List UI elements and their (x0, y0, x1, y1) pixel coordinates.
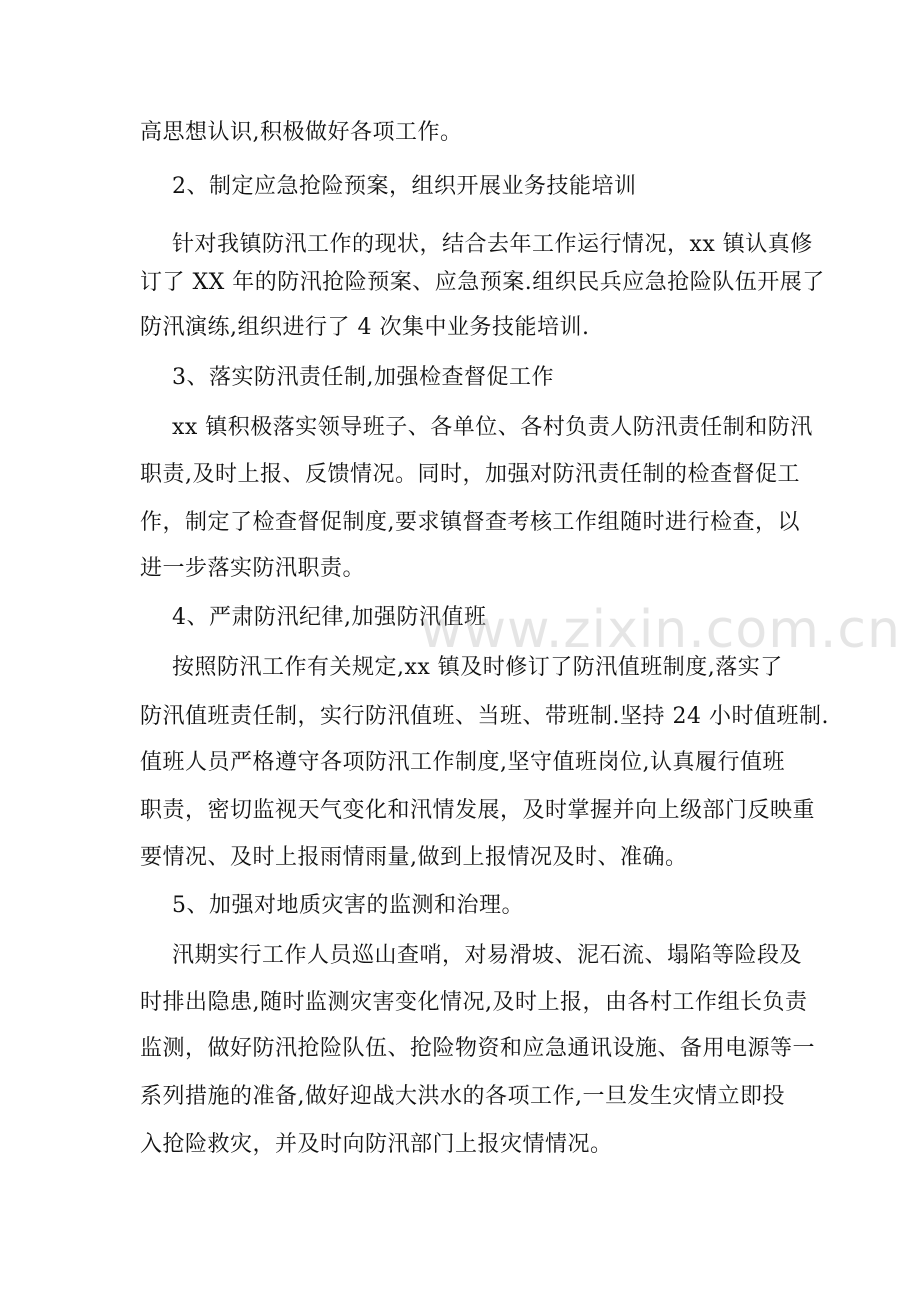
text-line: 按照防汛工作有关规定,xx 镇及时修订了防汛值班制度,落实了 (172, 655, 783, 680)
text-line: 值班人员严格遵守各项防汛工作制度,坚守值班岗位,认真履行值班 (140, 750, 785, 775)
section-heading: 2、制定应急抢险预案，组织开展业务技能培训 (172, 174, 637, 199)
text-line: 时排出隐患,随时监测灾害变化情况,及时上报，由各村工作组长负责 (140, 990, 808, 1015)
text-line: 职责，密切监视天气变化和汛情发展，及时掌握并向上级部门反映重 (140, 798, 816, 823)
text-line: 要情况、及时上报雨情雨量,做到上报情况及时、准确。 (140, 845, 688, 870)
section-heading: 3、落实防汛责任制,加强检查督促工作 (172, 365, 554, 390)
text-line: 针对我镇防汛工作的现状，结合去年工作运行情况，xx 镇认真修 (172, 232, 813, 257)
watermark: www.zixin.com.cn (420, 600, 901, 660)
text-line: 进一步落实防汛职责。 (140, 556, 366, 581)
text-line: xx 镇积极落实领导班子、各单位、各村负责人防汛责任制和防汛 (172, 415, 813, 440)
text-line: 高思想认识,积极做好各项工作。 (140, 120, 463, 145)
text-line: 入抢险救灾，并及时向防汛部门上报灾情情况。 (140, 1132, 613, 1157)
section-heading: 4、严肃防汛纪律,加强防汛值班 (172, 605, 487, 630)
text-line: 监测，做好防汛抢险队伍、抢险物资和应急通讯设施、备用电源等一 (140, 1036, 816, 1061)
section-heading: 5、加强对地质灾害的监测和治理。 (172, 893, 524, 918)
text-line: 汛期实行工作人员巡山查哨，对易滑坡、泥石流、塌陷等险段及 (172, 943, 803, 968)
text-line: 系列措施的准备,做好迎战大洪水的各项工作,一旦发生灾情立即投 (140, 1084, 785, 1109)
text-line: 订了 XX 年的防汛抢险预案、应急预案.组织民兵应急抢险队伍开展了 (140, 270, 825, 295)
text-line: 防汛演练,组织进行了 4 次集中业务技能培训. (140, 315, 590, 340)
text-line: 防汛值班责任制，实行防汛值班、当班、带班制.坚持 24 小时值班制. (140, 704, 829, 729)
text-line: 作，制定了检查督促制度,要求镇督查考核工作组随时进行检查，以 (140, 510, 800, 535)
text-line: 职责,及时上报、反馈情况。同时，加强对防汛责任制的检查督促工 (140, 462, 800, 487)
